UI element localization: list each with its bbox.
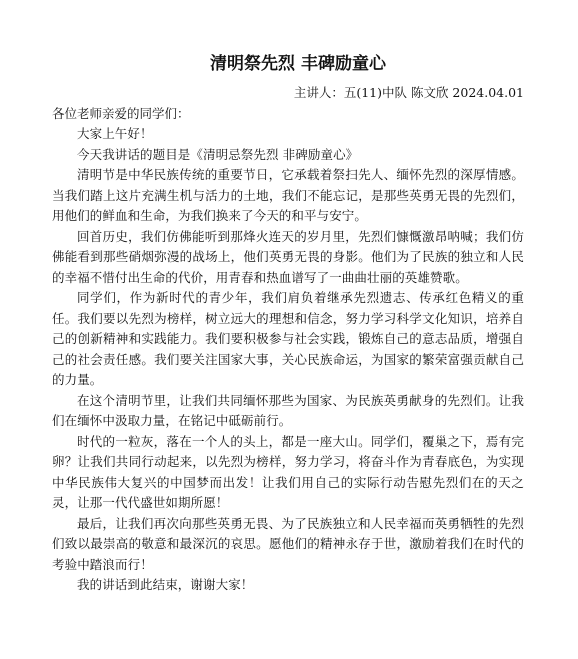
document-title: 清明祭先烈 丰碑励童心 bbox=[210, 54, 386, 74]
paragraph-history: 回首历史，我们仿佛能听到那烽火连天的岁月里，先烈们慷慨激昂呐喊；我们仿佛能看到那些硝烟弥漫的战场上，他们英勇无畏的身影。他们为了民族的独立和人民的幸福不惜付出生命的代价，用青春和热血谱写了一曲曲壮丽的英雄赞歌。 bbox=[52, 228, 524, 285]
paragraph-remembrance: 在这个清明节里，让我们共同缅怀那些为国家、为民族英勇献身的先烈们。让我们在缅怀中汲取力量，在铭记中砥砺前行。 bbox=[52, 392, 524, 428]
salutation: 各位老师亲爱的同学们： bbox=[52, 106, 190, 121]
paragraph-qingming: 清明节是中华民族传统的重要节日，它承载着祭扫先人、缅怀先烈的深厚情感。当我们踏上这片充满生机与活力的土地，我们不能忘记，是那些英勇无畏的先烈们，用他们的鲜血和生命，为我们换来了今天的和平与安宁。 bbox=[52, 167, 524, 223]
speaker-byline: 主讲人：五(11)中队 陈文欣 2024.04.01 bbox=[293, 85, 524, 100]
paragraph-closing: 我的讲话到此结束，谢谢大家！ bbox=[77, 577, 254, 592]
paragraph-youth: 同学们，作为新时代的青少年，我们肩负着继承先烈遗志、传承红色精义的重任。我们要以先烈为榜样，树立远大的理想和信念，努力学习科学文化知识，培养自己的创新精神和实践能力。我们要积极参与社会实践，锻炼自己的意志品质，增强自己的社会责任感。我们要关注国家大事，关心民族命运，为国家的繁荣富强贡献自己的力量。 bbox=[52, 290, 524, 387]
paragraph-tribute: 最后，让我们再次向那些英勇无畏、为了民族独立和人民幸福而英勇牺牲的先烈们致以最崇高的敬意和最深沉的哀思。愿他们的精神永存于世，激励着我们在时代的考验中踏浪而行！ bbox=[52, 515, 524, 572]
paragraph-action: 时代的一粒灰，落在一个人的头上，都是一座大山。同学们，覆巢之下，焉有完卵？让我们共同行动起来，以先烈为榜样，努力学习，将奋斗作为青春底色，为实现中华民族伟大复兴的中国梦而出发！让我们用自己的实际行动告慰先烈们在的天之灵，让那一代代盛世如期所愿！ bbox=[52, 433, 524, 510]
paragraph-topic: 今天我讲话的题目是《清明忌祭先烈 非碑励童心》 bbox=[77, 146, 359, 162]
paragraph-greeting: 大家上午好！ bbox=[77, 126, 153, 141]
